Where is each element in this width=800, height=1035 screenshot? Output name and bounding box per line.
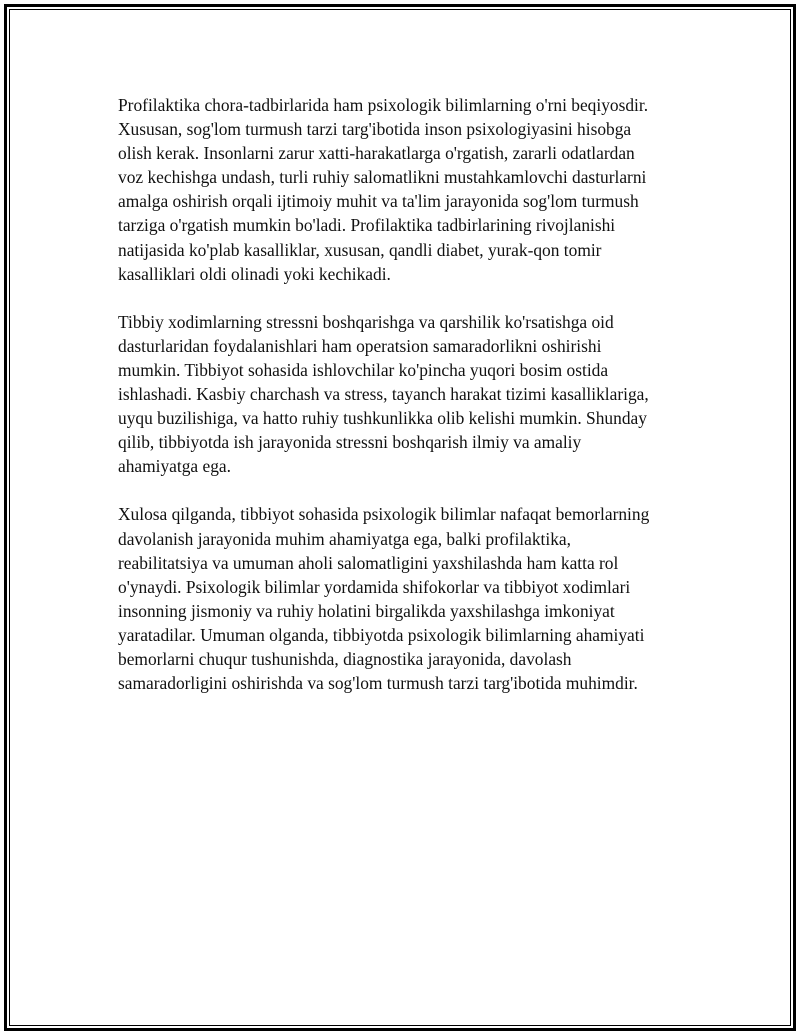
document-body <box>118 93 686 719</box>
paragraph-conclusion: Xulosa qilganda, tibbiyot sohasida psixologik bilimlar nafaqat bemorlarning davolanish jarayonida muhim ahamiyatga ega, balki profilaktika, reabilitatsiya va umuman aholi salomatligini yaxshilashda ham katta rol o'ynaydi. Psixologik bilimlar yordamida shifokorlar va tibbiyot xodimlari insonning jismoniy va ruhiy holatini birgalikda yaxshilashga imkoniyat yaratadilar. Umuman olganda, tibbiyotda psixologik bilimlarning ahamiyati bemorlarni chuqur tushunishda, diagnostika jarayonida, davolash samaradorligini oshirishda va sog'lom turmush tarzi targ'ibotida muhimdir. <box>118 504 650 694</box>
paragraph-prevention: Profilaktika chora-tadbirlarida ham psixologik bilimlarning o'rni beqiyosdir. Xususan, sog'lom turmush tarzi targ'ibotida inson psixologiyasini hisobga olish kerak. Insonlarni zarur xatti-harakatlarga o'rgatish, zararli odatlardan voz kechishga undash, turli ruhiy salomatlikni mustahkamlovchi dasturlarni amalga oshirish orqali ijtimoiy muhit va ta'lim jarayonida sog'lom turmush tarziga o'rgatish mumkin bo'ladi. Profilaktika tadbirlarining rivojlanishi natijasida ko'plab kasalliklar, xususan, qandli diabet, yurak-qon tomir kasalliklari oldi olinadi yoki kechikadi. <box>118 95 649 284</box>
paragraph-stress-management: Tibbiy xodimlarning stressni boshqarishga va qarshilik ko'rsatishga oid dasturlaridan foydalanishlari ham operatsion samaradorlikni oshirishi mumkin. Tibbiyot sohasida ishlovchilar ko'pincha yuqori bosim ostida ishlashadi. Kasbiy charchash va stress, tayanch harakat tizimi kasalliklariga, uyqu buzilishiga, va hatto ruhiy tushkunlikka olib kelishi mumkin. Shunday qilib, tibbiyotda ish jarayonida stressni boshqarish ilmiy va amaliy ahamiyatga ega. <box>118 311 649 477</box>
